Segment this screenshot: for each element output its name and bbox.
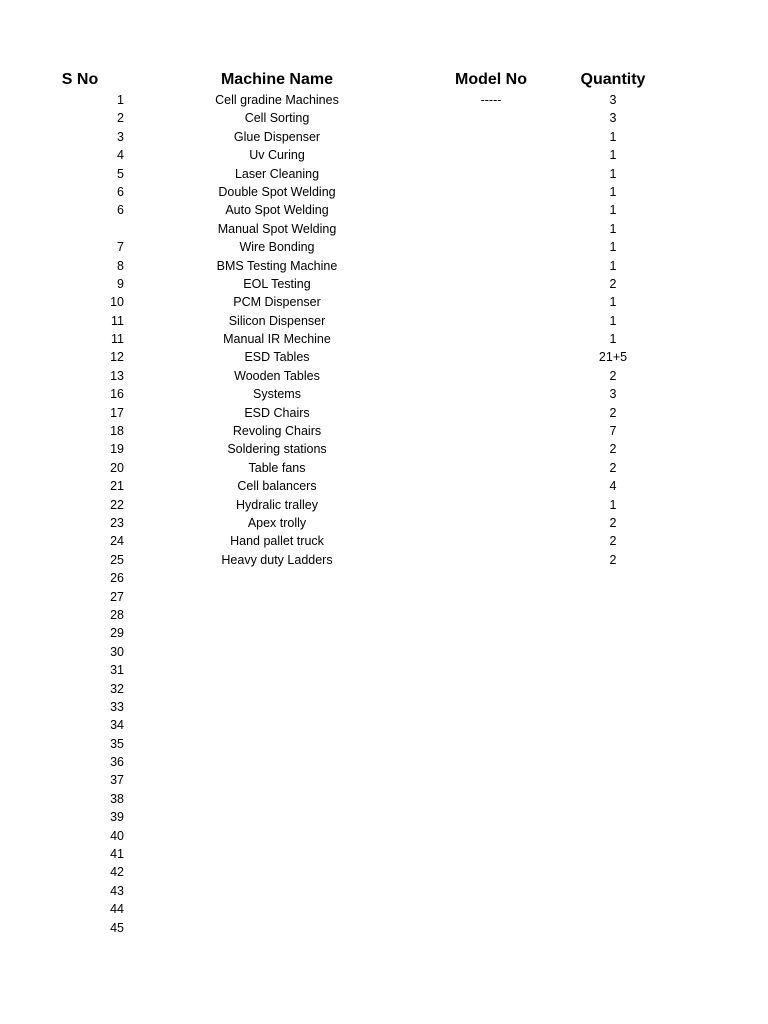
s-no-cell: 5 xyxy=(117,166,124,181)
table-row xyxy=(0,422,768,440)
header-quantity: Quantity xyxy=(580,71,646,88)
table-row xyxy=(0,624,768,642)
machine-name-cell: Heavy duty Ladders xyxy=(221,552,333,567)
machine-name-cell: Laser Cleaning xyxy=(234,166,320,181)
table-row xyxy=(0,440,768,458)
s-no-cell: 9 xyxy=(117,276,124,291)
s-no-cell: 45 xyxy=(110,920,124,935)
s-no-cell: 38 xyxy=(110,791,124,806)
s-no-cell: 33 xyxy=(110,699,124,714)
quantity-cell: 2 xyxy=(609,405,617,420)
s-no-cell: 3 xyxy=(117,129,124,144)
quantity-cell: 2 xyxy=(609,515,617,530)
table-row xyxy=(0,680,768,698)
machine-name-cell: Wire Bonding xyxy=(239,240,315,255)
machine-name-cell: Silicon Dispenser xyxy=(228,313,326,328)
quantity-cell: 1 xyxy=(609,221,617,236)
model-no-cell: ----- xyxy=(480,93,502,107)
quantity-cell: 1 xyxy=(609,184,617,199)
table-row xyxy=(0,551,768,569)
machine-name-cell: Apex trolly xyxy=(247,515,307,530)
table-row xyxy=(0,771,768,789)
s-no-cell: 39 xyxy=(110,810,124,825)
quantity-cell: 2 xyxy=(609,276,617,291)
quantity-cell: 1 xyxy=(609,166,617,181)
table-row xyxy=(0,404,768,422)
quantity-cell: 3 xyxy=(609,93,617,107)
s-no-cell: 34 xyxy=(110,718,124,733)
header-machine-name: Machine Name xyxy=(220,71,334,88)
s-no-cell: 42 xyxy=(110,865,124,880)
s-no-cell: 17 xyxy=(110,405,124,420)
s-no-cell: 22 xyxy=(110,497,124,512)
machine-name-cell: Soldering stations xyxy=(227,442,327,457)
quantity-cell: 1 xyxy=(609,332,617,347)
table-row xyxy=(0,790,768,808)
machine-name-cell: Hydralic tralley xyxy=(236,497,318,512)
quantity-cell: 1 xyxy=(609,313,617,328)
s-no-cell: 19 xyxy=(110,442,124,457)
machine-name-cell: Systems xyxy=(253,387,301,402)
table-row xyxy=(0,532,768,550)
quantity-cell: 7 xyxy=(609,424,617,439)
table-row xyxy=(0,109,768,127)
machine-name-cell: ESD Tables xyxy=(244,350,310,365)
s-no-cell: 26 xyxy=(110,571,124,586)
s-no-cell: 21 xyxy=(110,479,124,494)
table-row xyxy=(0,808,768,826)
quantity-cell: 4 xyxy=(609,479,617,494)
table-row xyxy=(0,293,768,311)
quantity-cell: 1 xyxy=(609,148,617,163)
machine-name-cell: Revoling Chairs xyxy=(232,424,322,439)
table-row xyxy=(0,643,768,661)
quantity-cell: 3 xyxy=(609,111,617,126)
header-s-no: S No xyxy=(61,71,99,88)
table-row xyxy=(0,919,768,937)
s-no-cell: 27 xyxy=(110,589,124,604)
s-no-cell: 31 xyxy=(110,663,124,678)
quantity-cell: 1 xyxy=(609,240,617,255)
s-no-cell: 6 xyxy=(117,184,124,199)
machine-name-cell: Wooden Tables xyxy=(234,368,320,383)
quantity-cell: 1 xyxy=(609,497,617,512)
s-no-cell: 20 xyxy=(110,460,124,475)
s-no-cell: 25 xyxy=(110,552,124,567)
machine-name-cell: Manual Spot Welding xyxy=(217,221,337,236)
table-row xyxy=(0,882,768,900)
s-no-cell: 36 xyxy=(110,755,124,770)
s-no-cell: 16 xyxy=(110,387,124,402)
table-row xyxy=(0,514,768,532)
s-no-cell: 2 xyxy=(117,111,124,126)
quantity-cell: 2 xyxy=(609,460,617,475)
machine-name-cell: Cell balancers xyxy=(237,479,317,494)
s-no-cell: 18 xyxy=(110,424,124,439)
table-row xyxy=(0,716,768,734)
machine-name-cell: Hand pallet truck xyxy=(230,534,324,549)
machine-name-cell: ESD Chairs xyxy=(244,405,310,420)
s-no-cell: 41 xyxy=(110,847,124,862)
quantity-cell: 2 xyxy=(609,368,617,383)
s-no-cell: 11 xyxy=(111,332,124,347)
table-row xyxy=(0,661,768,679)
table-row xyxy=(0,201,768,219)
s-no-cell: 28 xyxy=(110,607,124,622)
table-row xyxy=(0,477,768,495)
quantity-cell: 21+5 xyxy=(598,350,628,365)
quantity-cell: 1 xyxy=(609,203,617,218)
table-row xyxy=(0,496,768,514)
quantity-cell: 2 xyxy=(609,442,617,457)
s-no-cell: 24 xyxy=(110,534,124,549)
quantity-cell: 1 xyxy=(609,129,617,144)
table-row xyxy=(0,698,768,716)
s-no-cell: 13 xyxy=(110,368,124,383)
s-no-cell: 8 xyxy=(117,258,124,273)
s-no-cell: 10 xyxy=(110,295,124,310)
s-no-cell: 37 xyxy=(110,773,124,788)
table-row xyxy=(0,330,768,348)
machine-name-cell: EOL Testing xyxy=(243,276,311,291)
table-row xyxy=(0,753,768,771)
table-row xyxy=(0,348,768,366)
s-no-cell: 4 xyxy=(117,148,124,163)
s-no-cell: 30 xyxy=(110,644,124,659)
table-row xyxy=(0,183,768,201)
s-no-cell: 40 xyxy=(110,828,124,843)
table-row xyxy=(0,146,768,164)
table-row xyxy=(0,900,768,918)
machine-name-cell: Double Spot Welding xyxy=(218,184,336,199)
quantity-cell: 3 xyxy=(609,387,617,402)
machine-name-cell: Cell gradine Machines xyxy=(215,93,339,107)
table-row xyxy=(0,863,768,881)
quantity-cell: 2 xyxy=(609,534,617,549)
s-no-cell: 44 xyxy=(110,902,124,917)
machine-name-cell: Auto Spot Welding xyxy=(225,203,329,218)
table-row xyxy=(0,385,768,403)
table-row xyxy=(0,606,768,624)
table-row xyxy=(0,312,768,330)
header-model-no: Model No xyxy=(455,71,527,88)
machine-name-cell: PCM Dispenser xyxy=(233,295,321,310)
quantity-cell: 2 xyxy=(609,552,617,567)
table-row xyxy=(0,257,768,275)
machine-name-cell: Cell Sorting xyxy=(244,111,310,126)
s-no-cell: 1 xyxy=(117,93,124,107)
s-no-cell: 12 xyxy=(110,350,124,365)
s-no-cell: 29 xyxy=(110,626,124,641)
table-row xyxy=(0,735,768,753)
table-row xyxy=(0,827,768,845)
table-row xyxy=(0,367,768,385)
machine-name-cell: Glue Dispenser xyxy=(233,129,321,144)
table-body xyxy=(0,91,768,937)
table-row xyxy=(0,588,768,606)
table-row xyxy=(0,845,768,863)
quantity-cell: 1 xyxy=(609,295,617,310)
machine-name-cell: Table fans xyxy=(248,460,306,475)
table-row xyxy=(0,569,768,587)
table-row xyxy=(0,220,768,238)
s-no-cell: 6 xyxy=(117,203,124,218)
quantity-cell: 1 xyxy=(609,258,617,273)
s-no-cell: 11 xyxy=(111,313,124,328)
s-no-cell: 32 xyxy=(110,681,124,696)
s-no-cell: 7 xyxy=(117,240,124,255)
s-no-cell: 23 xyxy=(110,515,124,530)
table-row xyxy=(0,91,768,109)
machine-name-cell: Manual IR Mechine xyxy=(223,332,331,347)
s-no-cell: 43 xyxy=(110,883,124,898)
table-row xyxy=(0,165,768,183)
s-no-cell: 35 xyxy=(110,736,124,751)
machine-name-cell: BMS Testing Machine xyxy=(216,258,338,273)
table-row xyxy=(0,459,768,477)
table-row xyxy=(0,275,768,293)
machine-name-cell: Uv Curing xyxy=(249,148,305,163)
table-row xyxy=(0,238,768,256)
table-row xyxy=(0,128,768,146)
